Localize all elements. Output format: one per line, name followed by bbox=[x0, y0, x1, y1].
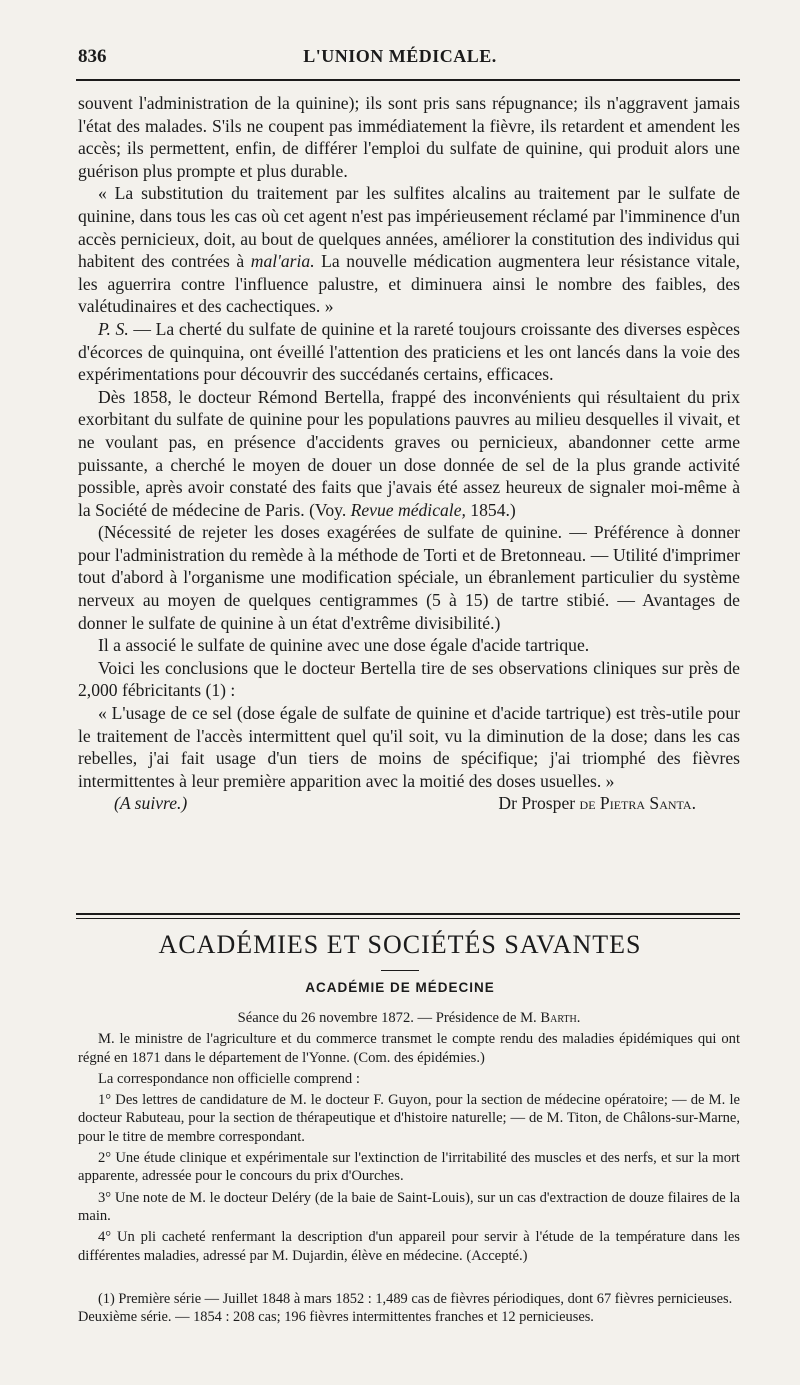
article-signature bbox=[78, 792, 740, 815]
footnote: (1) Première série — Juillet 1848 à mars 1852 : 1,489 cas de fièvres périodiques, dont 67 fièvres pernicieuses. bbox=[98, 1291, 733, 1307]
paragraph: Il a associé le sulfate de quinine avec une dose égale d'acide tartrique. bbox=[98, 635, 590, 656]
ps-label: P. S. bbox=[98, 318, 129, 339]
section-rule-top bbox=[76, 913, 740, 915]
paragraph: Voici les conclusions que le docteur Bertella tire de ses observations cliniques sur près de 2,000 fébricitants (1) : bbox=[78, 657, 740, 701]
section-divider bbox=[381, 970, 419, 971]
academy-heading: ACADÉMIE DE MÉDECINE bbox=[305, 980, 495, 995]
postscript: P. S. — La cherté du sulfate de quinine et la rareté toujours croissante des diverses espèces d'écorces de quinquina, ont éveillé l'attention des praticiens et les ont lancés dans la voie des expérimentations pour découvrir des succédanés certains, efficaces. bbox=[78, 318, 740, 385]
header-rule bbox=[76, 79, 740, 81]
running-title: L'UNION MÉDICALE. bbox=[303, 46, 497, 66]
author: Dr Prosper de Pietra Santa. bbox=[498, 793, 696, 814]
quotation: « L'usage de ce sel (dose égale de sulfate de quinine et d'acide tartrique) est très-utile pour le traitement de l'accès intermittent quel qu'il soit, vu la diminution de la dose; dans les cas rebelles, j'ai fait usage d'un tiers de moins de spécifique; j'ai triomphé des fièvres intermittentes à leur première apparition avec la moitié des doses usuelles. » bbox=[78, 703, 740, 791]
article-body bbox=[78, 92, 740, 815]
section-title: ACADÉMIES ET SOCIÉTÉS SAVANTES bbox=[158, 930, 642, 959]
paragraph: souvent l'administration de la quinine); ils sont pris sans répugnance; ils n'aggravent jamais l'état des malades. S'ils ne coupent pas immédiatement la fièvre, ils retardent et amendent les accès; ils permettent, enfin, de différer l'emploi du sulfate de quinine, qui produit alors une guérison plus prompte et plus durable. bbox=[78, 93, 740, 181]
session-line: Séance du 26 novembre 1872. — Présidence de M. Barth. bbox=[237, 1010, 581, 1026]
session-minutes bbox=[78, 1009, 740, 1268]
minutes-item: 1° Des lettres de candidature de M. le docteur F. Guyon, pour la section de médecine opératoire; — de M. le docteur Rabuteau, pour la section de thérapeutique et d'histoire naturelle; — de M. Titon, de Châlons-sur-Marne, pour le titre de membre correspondant. bbox=[78, 1092, 740, 1145]
to-be-continued: (A suivre.) bbox=[114, 793, 188, 814]
paragraph: Dès 1858, le docteur Rémond Bertella, frappé des inconvénients qui résultaient du prix exorbitant du sulfate de quinine pour les populations pauvres au milieu desquelles il vivait, et ne voulant pas, en présence d'accidents graves ou pernicieux, abandonner cette arme puissante, a cherché le moyen de douer un dose donnée de sel de la plus grande activité possible, après avoir constaté des faits que j'avais été assez heureux de signaler moi-même à la Société de médecine de Paris. (Voy. Revue médicale, 1854.) bbox=[78, 386, 740, 520]
minutes-item: 4° Un pli cacheté renfermant la description d'un appareil pour servir à l'étude de la température dans les différentes maladies, adressé par M. Dujardin, élève en médecine. (Accepté.) bbox=[78, 1229, 740, 1264]
paragraph: « La substitution du traitement par les sulfites alcalins au traitement par le sulfate de quinine, dans tous les cas où cet agent n'est pas impérieusement réclamé par l'imminence d'un accès pernicieux, doit, au bout de quelques années, améliorer la constitution des individus qui habitent des contrées à mal'aria. La nouvelle médication augmentera leur résistance vitale, les aguerrira contre l'influence palustre, et diminuera ainsi le nombre des faibles, des valétudinaires et des cachectiques. » bbox=[78, 183, 740, 317]
footnote: Deuxième série. — 1854 : 208 cas; 196 fièvres intermittentes franches et 12 pernicieuses. bbox=[78, 1308, 594, 1325]
minutes-item: M. le ministre de l'agriculture et du commerce transmet le compte rendu des maladies épidémiques qui ont régné en 1871 dans le département de l'Yonne. (Com. des épidémies.) bbox=[78, 1031, 740, 1066]
minutes-item: 3° Une note de M. le docteur Deléry (de la baie de Saint-Louis), sur un cas d'extraction de douze filaires de la main. bbox=[78, 1189, 740, 1224]
minutes-item: La correspondance non officielle comprend : bbox=[98, 1070, 360, 1087]
section-rule-bottom bbox=[76, 918, 740, 919]
minutes-item: 2° Une étude clinique et expérimentale sur l'extinction de l'irritabilité des muscles et des nerfs, et sur la mort apparente, adressée pour le concours du prix d'Ourches. bbox=[78, 1150, 740, 1185]
footnotes bbox=[78, 1291, 740, 1326]
paragraph: (Nécessité de rejeter les doses exagérées de sulfate de quinine. — Préférence à donner pour l'administration du remède à la méthode de Torti et de Bretonneau. — Utilité d'imprimer tout d'abord à l'organisme une modification spéciale, un ébranlement particulier du système nerveux au moyen de quelques centigrammes (5 à 15) de tartre stibié. — Avantages de donner le sulfate de quinine à un état d'extrême divisibilité.) bbox=[78, 522, 740, 633]
page-header bbox=[0, 46, 800, 72]
page-number: 836 bbox=[78, 46, 107, 67]
